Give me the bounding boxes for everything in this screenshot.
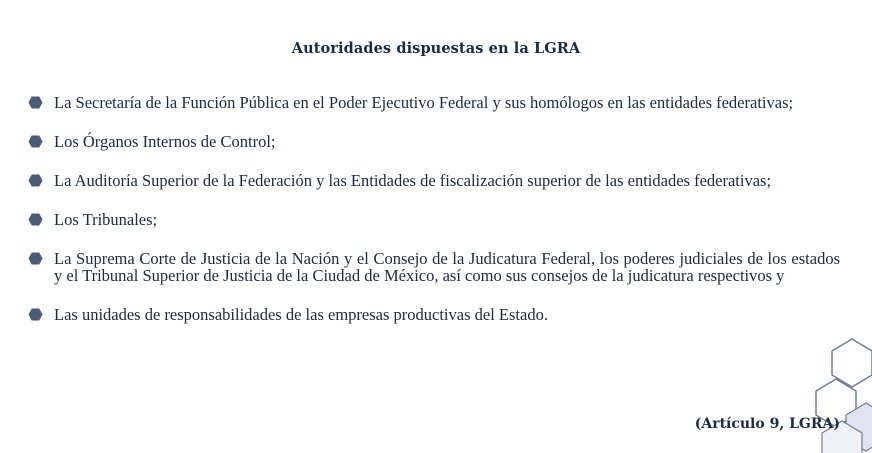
- hexagon-bullet-icon: [28, 213, 43, 226]
- list-item-text: Los Tribunales;: [54, 210, 158, 229]
- hexagon-bullet-icon: [28, 174, 43, 187]
- authorities-list: [28, 94, 840, 345]
- list-item-text: La Secretaría de la Función Pública en el Poder Ejecutivo Federal y sus homólogos en las entidades federativas;: [54, 93, 794, 112]
- list-item-text: Los Órganos Internos de Control;: [54, 132, 276, 151]
- hexagon-bullet-icon: [28, 308, 43, 321]
- list-item-text: La Auditoría Superior de la Federación y las Entidades de fiscalización superior de las entidades federativas;: [54, 171, 772, 190]
- document-title: Autoridades dispuestas en la LGRA: [291, 40, 581, 57]
- hexagon-pattern-decoration: [812, 333, 872, 453]
- list-item: [28, 211, 840, 228]
- hexagon-bullet-icon: [28, 135, 43, 148]
- list-item-text: Las unidades de responsabilidades de las empresas productivas del Estado.: [54, 305, 548, 324]
- list-item: [28, 94, 840, 111]
- article-citation: (Artículo 9, LGRA): [694, 416, 840, 432]
- list-item-text: La Suprema Corte de Justicia de la Nación y el Consejo de la Judicatura Federal, los poderes judiciales de los estados y el Tribunal Superior de Justicia de la Ciudad de México, así como sus consejos de la judicatura respectivos y: [54, 249, 840, 285]
- list-item: [28, 250, 840, 284]
- list-item: [28, 133, 840, 150]
- hexagon-bullet-icon: [28, 96, 43, 109]
- list-item: [28, 306, 840, 323]
- list-item: [28, 172, 840, 189]
- hexagon-bullet-icon: [28, 252, 43, 265]
